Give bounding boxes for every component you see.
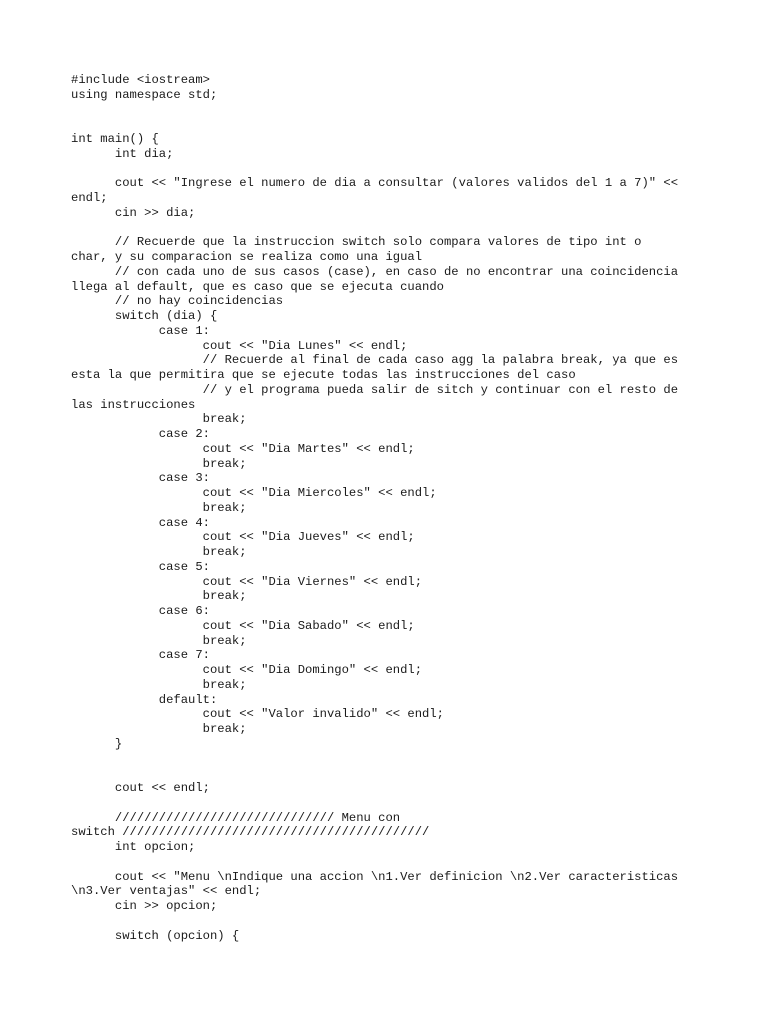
code-line: switch (opcion) { [71,928,240,943]
code-line: char, y su comparacion se realiza como una igual [71,250,423,264]
code-line: break; [71,677,247,692]
code-line: } [71,736,123,751]
code-line: case 7: [71,648,210,663]
code-line: esta la que permitira que se ejecute todas las instrucciones del caso [71,368,576,382]
code-line: cout << "Valor invalido" << endl; [71,707,444,722]
code-line: int dia; [71,146,174,161]
code-line: \n3.Ver ventajas" << endl; [71,884,262,899]
code-line [71,162,711,177]
code-line: break; [71,633,247,648]
code-line: case 1: [71,323,210,338]
code-line [71,766,711,781]
code-line: cout << "Dia Lunes" << endl; [71,338,408,353]
code-line [71,117,711,132]
code-line: cout << "Dia Jueves" << endl; [71,530,415,545]
code-line [71,103,711,118]
code-line [71,221,711,236]
code-line: break; [71,722,247,736]
code-line: cout << "Dia Domingo" << endl; [71,663,423,677]
code-line: #include <iostream> [71,73,210,87]
code-line: cout << "Dia Miercoles" << endl; [71,486,437,500]
code-line: // no hay coincidencias [71,294,284,309]
code-line [71,855,711,870]
code-line: cout << "Menu \nIndique una accion \n1.Ver definicion \n2.Ver caracteristicas [71,869,679,884]
code-line [71,796,711,811]
code-line: cin >> dia; [71,205,196,220]
code-line: // Recuerde al final de cada caso agg la palabra break, ya que es [71,353,679,368]
code-line: case 3: [71,471,210,486]
code-line: switch ////////////////////////////////////////// [71,825,430,840]
code-line: break; [71,545,247,559]
code-line [71,914,711,929]
code-line: break; [71,412,247,427]
code-line: cout << "Dia Sabado" << endl; [71,618,415,633]
code-line: // y el programa pueda salir de sitch y continuar con el resto de [71,382,679,397]
code-line: cin >> opcion; [71,899,218,913]
code-line: ////////////////////////////// Menu con [71,810,401,825]
code-line: cout << "Dia Viernes" << endl; [71,574,423,589]
code-line: case 6: [71,604,210,618]
code-line: switch (dia) { [71,309,218,323]
code-line: break; [71,500,247,515]
code-line: break; [71,456,247,471]
code-listing [71,73,711,943]
code-line: // con cada uno de sus casos (case), en caso de no encontrar una coincidencia [71,264,679,279]
code-line: using namespace std; [71,87,218,102]
code-line: break; [71,589,247,604]
code-line: int opcion; [71,840,196,854]
code-line: cout << endl; [71,781,210,795]
code-line [71,752,711,767]
code-line: endl; [71,191,108,205]
code-line: cout << "Ingrese el numero de dia a consultar (valores validos del 1 a 7)" << [71,176,679,191]
code-line: llega al default, que es caso que se ejecuta cuando [71,279,444,294]
code-line: case 5: [71,559,210,574]
code-line: int main() { [71,132,159,146]
code-line: case 4: [71,515,210,530]
code-line: case 2: [71,427,210,441]
code-line: cout << "Dia Martes" << endl; [71,441,415,456]
code-line: default: [71,692,218,707]
code-line: // Recuerde que la instruccion switch solo compara valores de tipo int o [71,235,642,250]
code-line: las instrucciones [71,397,196,412]
